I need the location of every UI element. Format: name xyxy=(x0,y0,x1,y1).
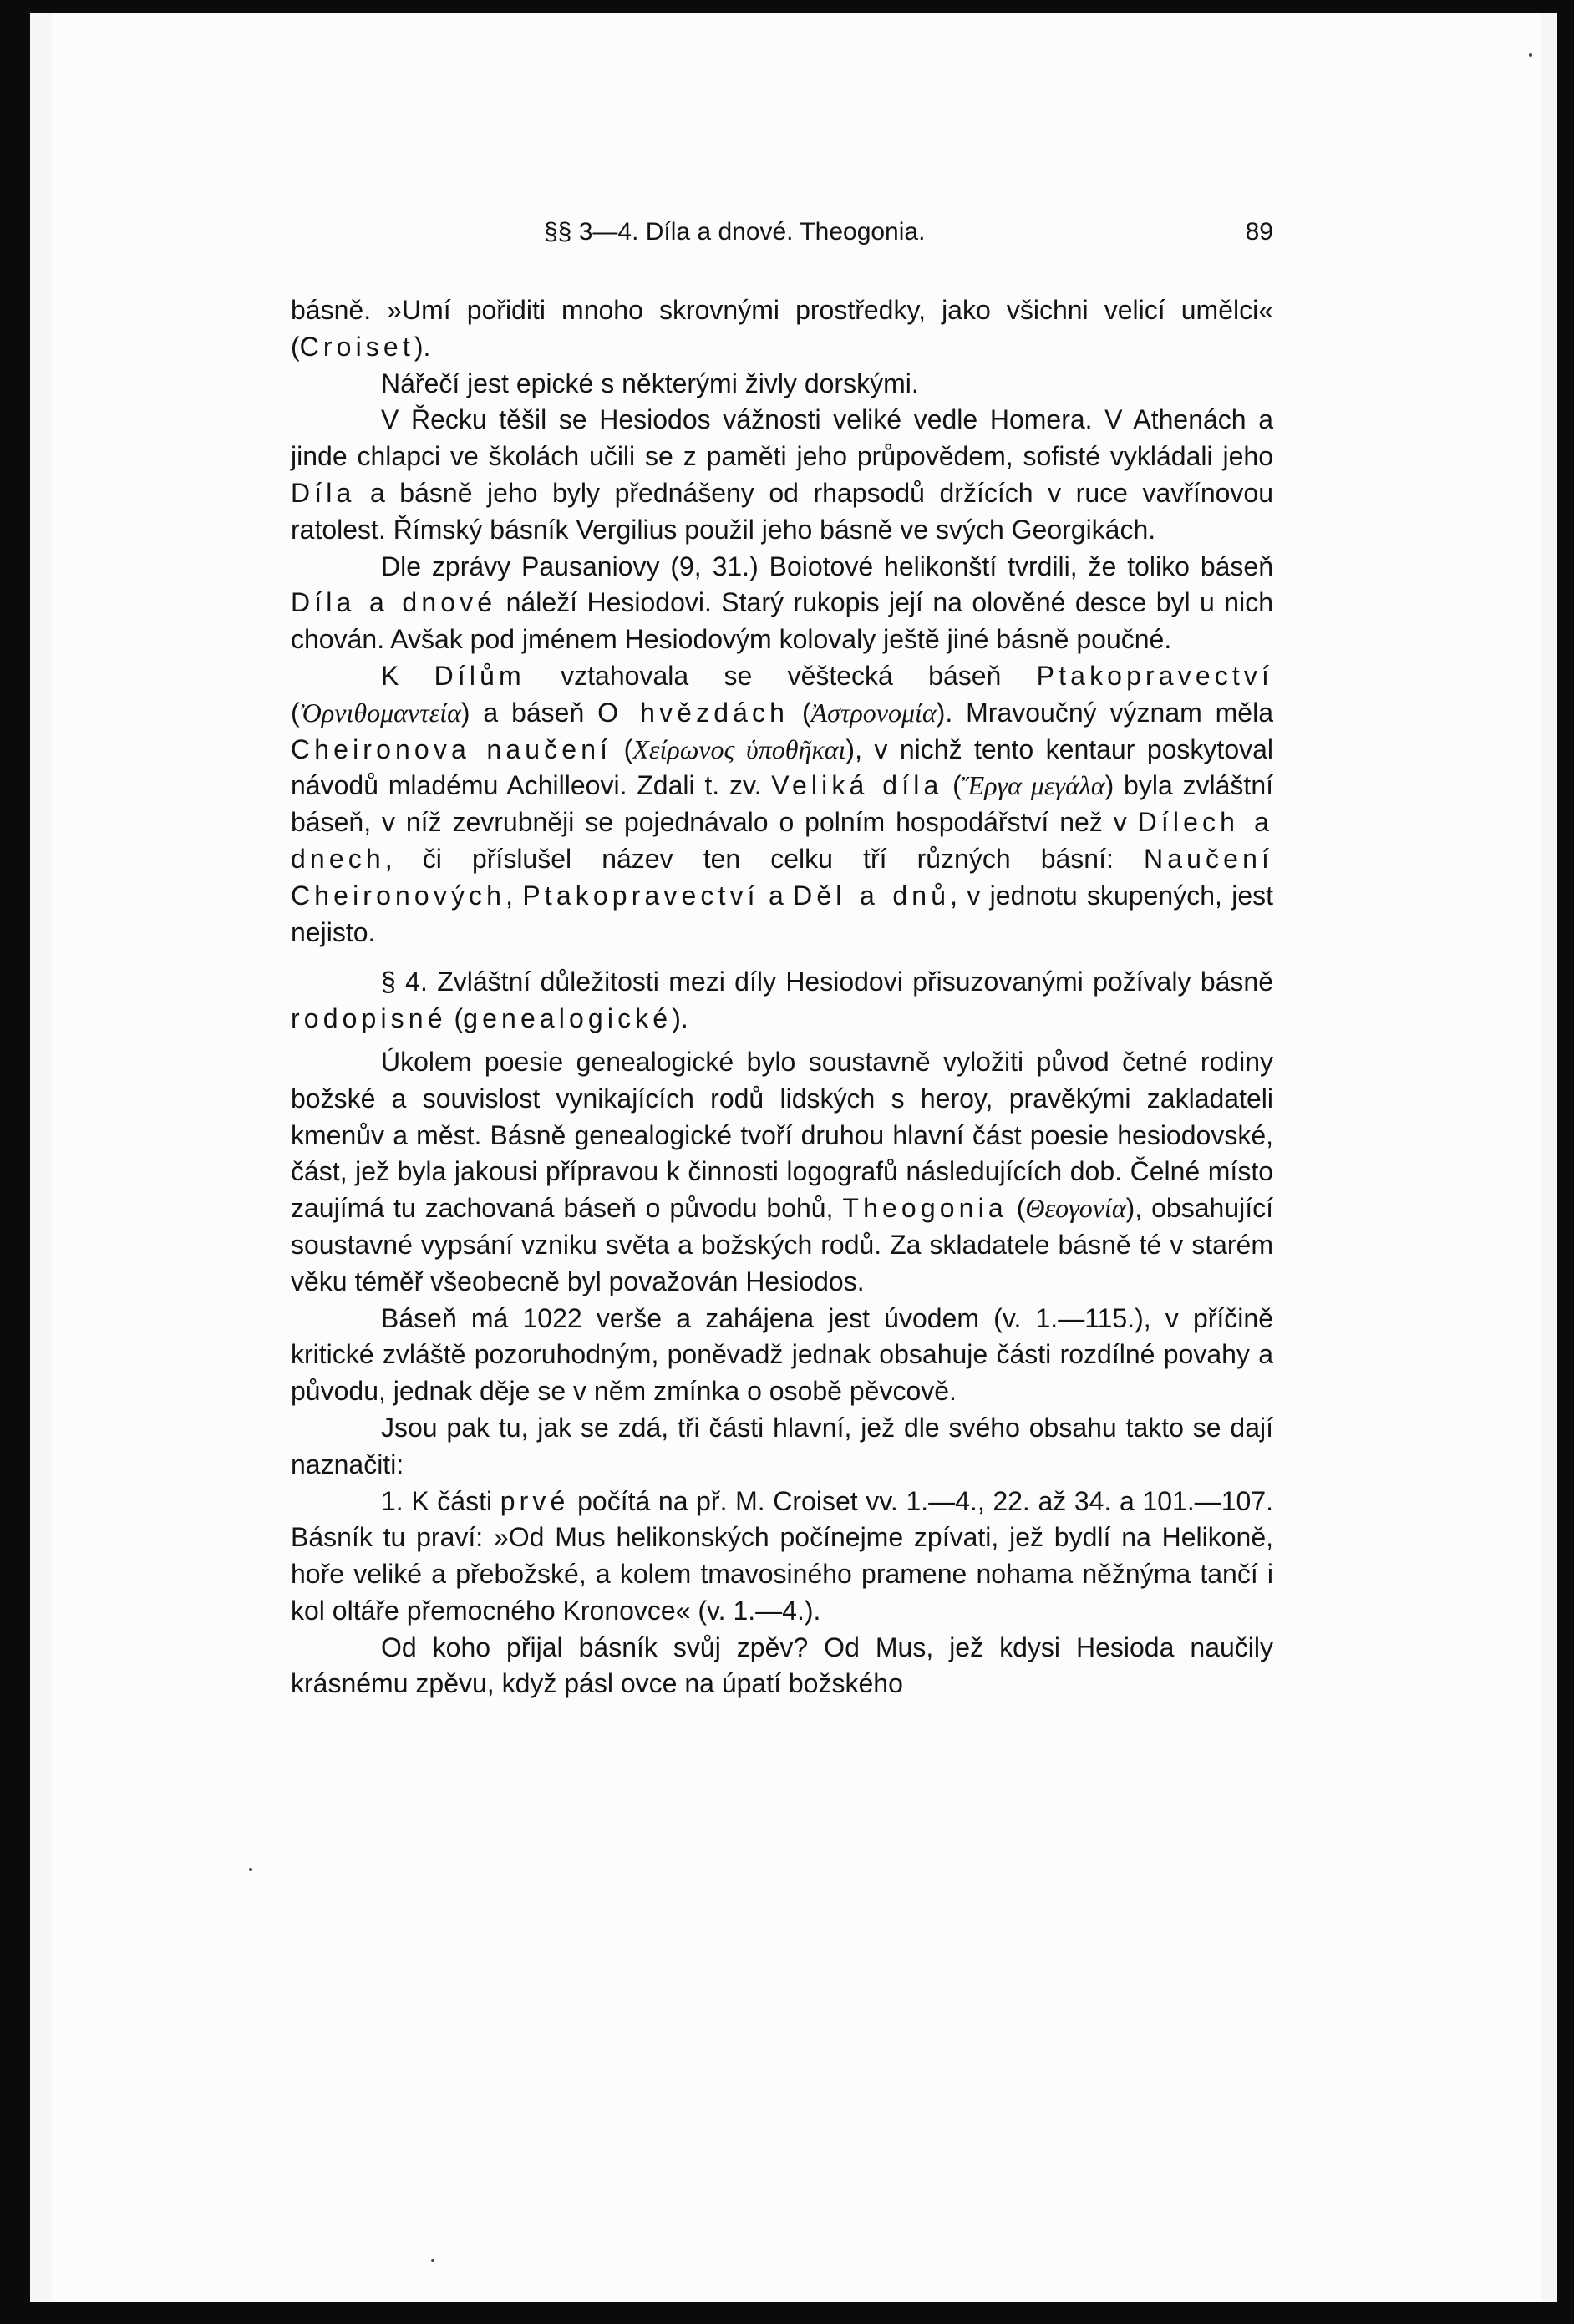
spaced-emphasis: Croiset xyxy=(299,331,414,362)
text-run: Jsou pak tu, jak se zdá, tři části hlavní, jež dle svého obsahu takto se dají naznačiti: xyxy=(291,1412,1273,1479)
scan-speck xyxy=(1529,53,1532,57)
paragraph xyxy=(291,658,1273,951)
greek-term: Ὀρνιθομαντεία xyxy=(299,697,461,728)
spaced-emphasis: prvé xyxy=(500,1485,570,1516)
spaced-emphasis: genealogické xyxy=(463,1003,673,1034)
scan-border-left xyxy=(0,0,30,2324)
scan-border-top xyxy=(0,0,1574,13)
text-run: § 4. Zvláštní důležitosti mezi díly Hesiodovi přisuzovanými požívaly básně xyxy=(381,967,1273,997)
spaced-emphasis: Díla xyxy=(291,477,356,508)
text-run: ). xyxy=(414,331,431,362)
paragraph xyxy=(291,1484,1273,1630)
text-run: ( xyxy=(291,697,300,728)
spaced-emphasis: Dílům xyxy=(434,660,526,691)
paragraph xyxy=(291,292,1273,366)
text-run: a xyxy=(759,880,794,911)
text-run: Dle zprávy Pausaniovy (9, 31.) Boiotové helikonští tvrdili, že toliko báseň xyxy=(381,551,1273,581)
paragraph xyxy=(291,549,1273,658)
spaced-emphasis: Díla a dnové xyxy=(291,587,497,618)
paragraph xyxy=(291,1410,1273,1484)
text-run: vztahovala se věštecká báseň xyxy=(525,660,1037,691)
spaced-emphasis: Naučení Cheironových xyxy=(291,843,1273,911)
text-run: počítá na př. M. Croiset vv. 1.—4., 22. až 34. a 101.—107. Básník tu praví: »Od Mus helikonských počínejme zpívati, jež bydlí na Helikoně, hoře veliké a přebožské, a kolem tmavosiného pramene nohama něžnýma tančí i kol oltáře přemocného Kronovce« (v. 1.—4.). xyxy=(291,1485,1274,1626)
scan-speck xyxy=(431,2259,434,2262)
text-run: ), obsahující soustavné vypsání vzniku světa a božských rodů. Za skladatele básně té v starém věku téměř všeobecně byl považován Hesiodos. xyxy=(291,1193,1274,1296)
spaced-emphasis: O hvězdách xyxy=(597,697,790,728)
greek-term: Θεογονία xyxy=(1025,1193,1126,1224)
scan-border-right xyxy=(1557,0,1574,2324)
paragraph xyxy=(291,402,1273,548)
spaced-emphasis: rodopisné xyxy=(291,1003,447,1034)
spaced-emphasis: Veliká díla xyxy=(771,770,943,801)
text-run: Úkolem poesie genealogické bylo soustavně vyložiti původ četné rodiny božské a souvislost vynikajících rodů lidských s heroy, pravěkými zakladateli kmenův a měst. Básně genealogické tvoří druhou hlavní část poesie hesiodovské, část, jež byla jakousi přípravou k činnosti logografů následujících dob. Čelné místo zaujímá tu zachovaná báseň o původu bohů, xyxy=(291,1046,1273,1224)
greek-term: Ἔργα μεγάλα xyxy=(961,770,1105,801)
text-run: ( xyxy=(942,770,962,801)
text-run: K xyxy=(381,660,434,691)
spaced-emphasis: Cheironova naučení xyxy=(291,733,612,764)
text-run: ), v nichž tento kentaur poskytoval návodů mladému Achilleovi. Zdali t. zv. xyxy=(291,733,1274,801)
paragraph xyxy=(291,1630,1273,1703)
text-run: ). Mravoučný význam měla xyxy=(936,697,1273,728)
text-run: básně. »Umí pořiditi mnoho skrovnými prostředky, jako všichni velicí umělci« ( xyxy=(291,295,1273,362)
text-run: ) byla zvláštní báseň, v níž zevrubněji se pojednávalo o polním hospodářství než v xyxy=(291,770,1274,838)
text-run: ) a báseň xyxy=(460,697,598,728)
text-run: V Řecku těšil se Hesiodos vážnosti veliké vedle Homera. V Athenách a jinde chlapci ve školách učili se z paměti jeho průpovědem, sofisté vykládali jeho xyxy=(291,404,1273,472)
spaced-emphasis: Ptakopravectví xyxy=(1036,660,1274,691)
spaced-emphasis: Theogonia xyxy=(842,1193,1008,1224)
text-run: náleží Hesiodovi. Starý rukopis její na olověné desce byl u nich chován. Avšak pod jménem Hesiodovým kolovaly ještě jiné básně poučné. xyxy=(291,587,1273,655)
paragraph xyxy=(291,1301,1273,1410)
text-run: ). xyxy=(672,1003,688,1034)
greek-term: Ἀστρονομία xyxy=(810,697,937,728)
text-run: a básně jeho byly přednášeny od rhapsodů držících v ruce vavřínovou ratolest. Římský básník Vergilius použil jeho básně ve svých Georgikách. xyxy=(291,477,1273,545)
text-run: 1. K části xyxy=(381,1485,500,1516)
text-run: ( xyxy=(789,697,811,728)
text-run: , xyxy=(505,880,523,911)
page-number: 89 xyxy=(1245,218,1273,246)
text-run: Nářečí jest epické s některými živly dorskými. xyxy=(381,368,919,398)
scan-border-bottom xyxy=(0,2302,1574,2324)
running-title: §§ 3—4. Díla a dnové. Theogonia. xyxy=(544,218,926,246)
text-run: ( xyxy=(1007,1193,1026,1224)
paragraph xyxy=(291,964,1273,1038)
text-run: Od koho přijal básník svůj zpěv? Od Mus, jež kdysi Hesioda naučily krásnému zpěvu, když pásl ovce na úpatí božského xyxy=(291,1631,1273,1699)
greek-term: Χείρωνος ὑποθῆκαι xyxy=(632,733,846,764)
paragraph xyxy=(291,1044,1273,1301)
body-text xyxy=(291,292,1273,1702)
text-run: ( xyxy=(446,1003,464,1034)
spaced-emphasis: Dílech a dnech xyxy=(291,807,1274,874)
spaced-emphasis: Ptakopravectví xyxy=(522,880,759,911)
text-run: Báseň má 1022 verše a zahájena jest úvodem (v. 1.—115.), v příčině kritické zvláště pozoruhodným, poněvadž jednak obsahuje části rozdílné povahy a původu, jednak děje se v něm zmínka o osobě pěvcově. xyxy=(291,1302,1273,1407)
text-run: , či příslušel název ten celku tří různých básní: xyxy=(384,843,1144,874)
text-run: , v jednotu skupených, jest nejisto. xyxy=(291,880,1274,947)
paragraph xyxy=(291,366,1273,403)
spaced-emphasis: Děl a dnů xyxy=(793,880,951,911)
scan-speck xyxy=(249,1868,252,1871)
text-run: ( xyxy=(612,733,633,764)
